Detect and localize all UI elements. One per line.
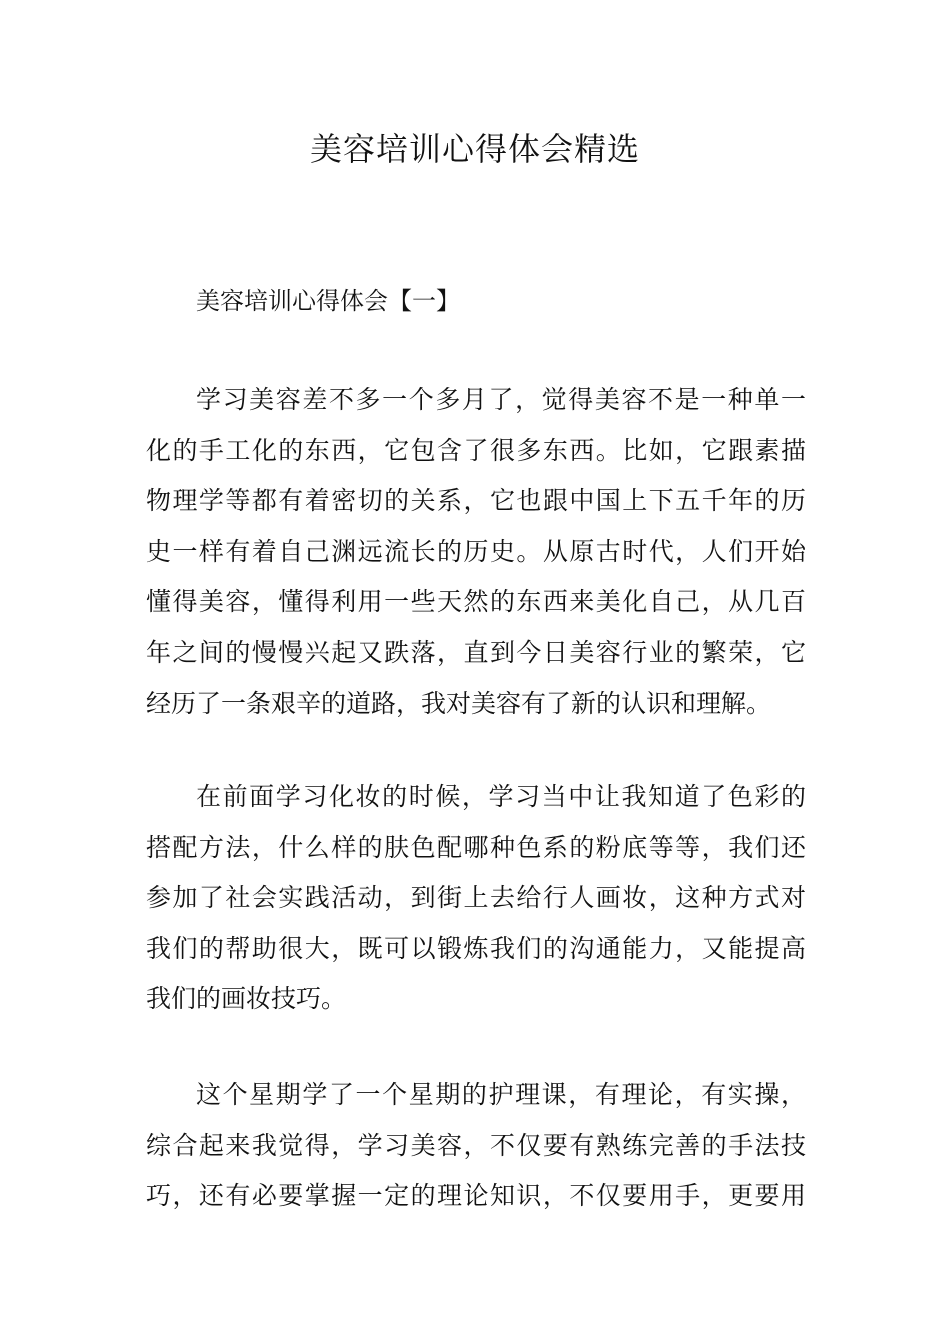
section-heading: 美容培训心得体会【一】 — [196, 287, 460, 315]
paragraph-line: 在前面学习化妆的时候，学习当中让我知道了色彩的 — [196, 782, 806, 811]
paragraph-line: 史一样有着自己渊远流长的历史。从原古时代，人们开始 — [146, 536, 806, 566]
paragraph-line: 懂得美容，懂得利用一些天然的东西来美化自己，从几百 — [146, 587, 806, 617]
paragraph-line: 经历了一条艰辛的道路，我对美容有了新的认识和理解。 — [146, 688, 772, 718]
paragraph-line: 巧，还有必要掌握一定的理论知识，不仅要用手，更要用 — [146, 1181, 806, 1211]
paragraph-1 — [146, 375, 806, 729]
paragraph-line: 我们的画妆技巧。 — [146, 984, 347, 1014]
paragraph-2 — [146, 772, 806, 1025]
paragraph-line: 我们的帮助很大，既可以锻炼我们的沟通能力，又能提高 — [146, 933, 806, 963]
paragraph-line: 搭配方法，什么样的肤色配哪种色系的粉底等等，我们还 — [146, 832, 806, 862]
paragraph-line: 化的手工化的东西，它包含了很多东西。比如，它跟素描 — [146, 435, 806, 465]
paragraph-line: 综合起来我觉得，学习美容，不仅要有熟练完善的手法技 — [146, 1130, 806, 1160]
paragraph-line: 物理学等都有着密切的关系，它也跟中国上下五千年的历 — [146, 486, 806, 516]
paragraph-line: 参加了社会实践活动，到街上去给行人画妆，这种方式对 — [146, 883, 806, 913]
paragraph-line: 这个星期学了一个星期的护理课，有理论，有实操， — [196, 1080, 806, 1109]
paragraph-line: 学习美容差不多一个多月了，觉得美容不是一种单一 — [196, 385, 806, 414]
paragraph-3 — [146, 1070, 806, 1222]
paragraph-line: 年之间的慢慢兴起又跌落，直到今日美容行业的繁荣，它 — [146, 637, 806, 667]
document-title: 美容培训心得体会精选 — [309, 130, 640, 168]
